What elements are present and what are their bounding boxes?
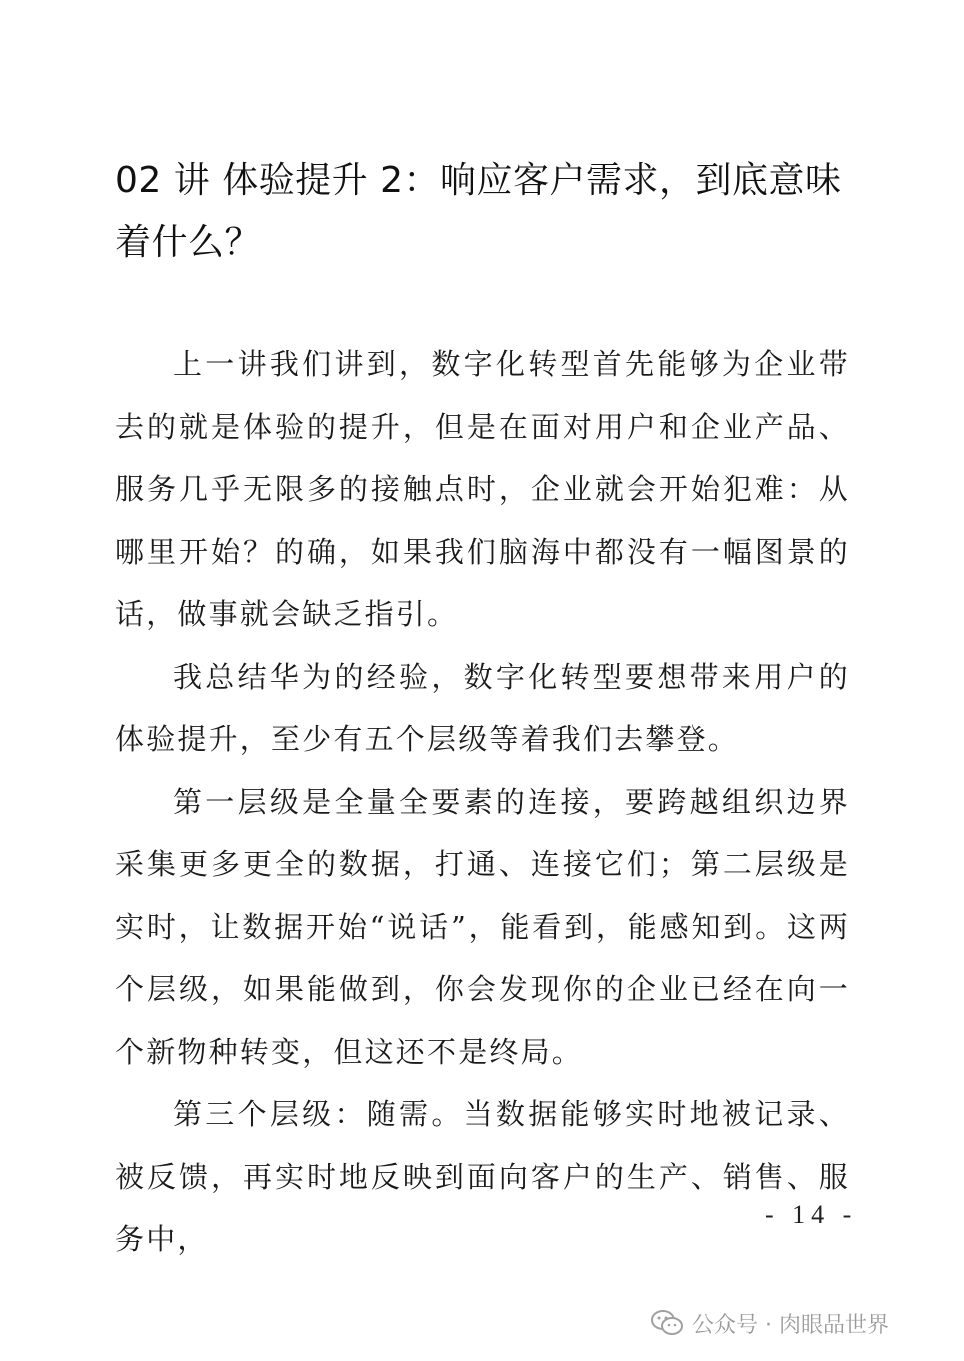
paragraph: 上一讲我们讲到，数字化转型首先能够为企业带去的就是体验的提升，但是在面对用户和企业产品、服务几乎无限多的接触点时，企业就会开始犯难：从哪里开始？的确，如果我们脑海中都没有一幅图景的话，做事就会缺乏指引。 [115,347,850,631]
paragraph: 第一层级是全量全要素的连接，要跨越组织边界采集更多更全的数据，打通、连接它们；第二层级是实时，让数据开始“说话”，能看到，能感知到。这两个层级，如果能做到，你会发现你的企业已经在向一个新物种转变，但这还不是终局。 [115,784,850,1069]
paragraph: 我总结华为的经验，数字化转型要想带来用户的体验提升，至少有五个层级等着我们去攀登。 [115,659,850,756]
body-text [115,333,850,1271]
page-title: 02 讲 体验提升 2：响应客户需求，到底意味着什么？ [115,160,842,263]
watermark-text: 公众号 · 肉眼品世界 [692,1312,889,1338]
wechat-icon [650,1308,684,1338]
watermark [650,1305,889,1341]
page-number: - 14 - [765,1200,858,1229]
paragraph: 第三个层级：随需。当数据能够实时地被记录、被反馈，再实时地反映到面向客户的生产、销售、服务中， [115,1097,850,1256]
